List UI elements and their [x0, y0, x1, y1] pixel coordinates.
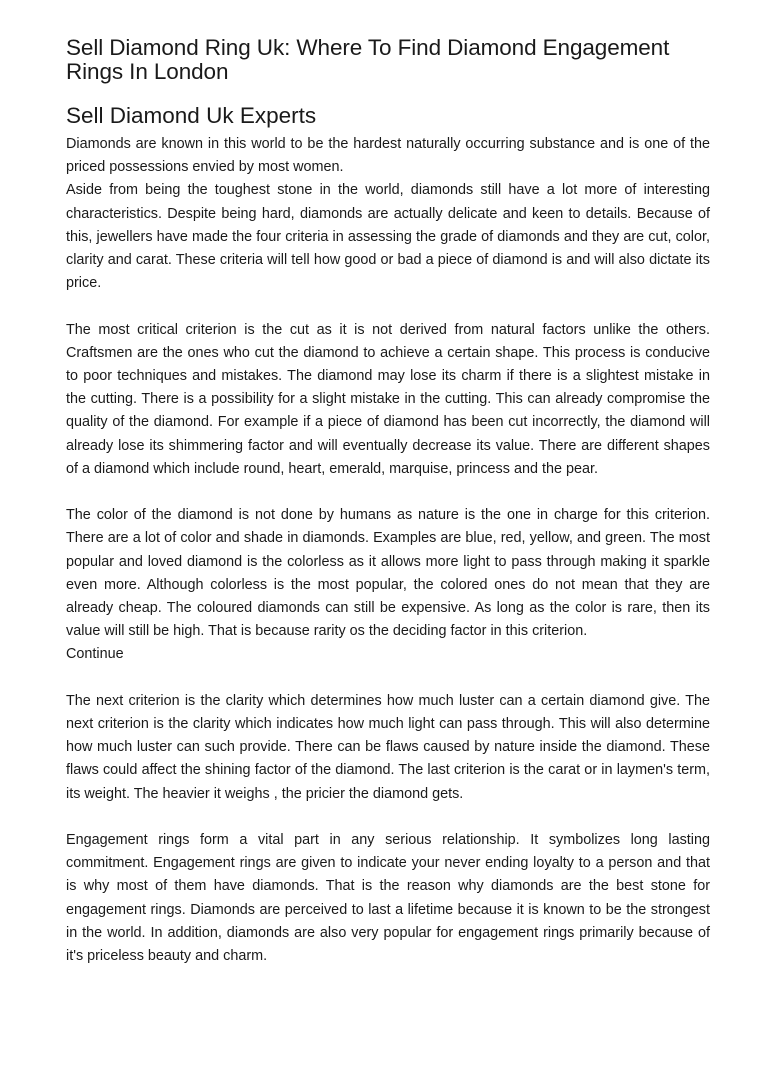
section-heading: Sell Diamond Uk Experts: [66, 103, 317, 128]
continue-text: Continue: [66, 646, 124, 663]
document-page: [66, 36, 710, 968]
document-body: [66, 133, 710, 968]
paragraph-spacer: [66, 806, 710, 829]
paragraph-spacer: [66, 295, 710, 318]
paragraph-color: The color of the diamond is not done by humans as nature is the one in charge for this criterion. There are a lot of color and shade in diamonds. Examples are blue, red, yellow, and green. The most popular and loved diamond is the colorless as it allows more light to pass through making it sparkle even more. Although colorless is the most popular, the colored ones do not mean that they are already cheap. The coloured diamonds can still be expensive. As long as the color is rare, then its value will still be high. That is because rarity os the deciding factor in this criterion.: [66, 507, 710, 640]
paragraph-cut: The most critical criterion is the cut as it is not derived from natural factors unlike the others. Craftsmen are the ones who cut the diamond to achieve a certain shape. This process is conducive to poor techniques and mistakes. The diamond may lose its charm if there is a slightest mistake in the cutting. There is a possibility for a slight mistake in the cutting. This can already compromise the quality of the diamond. For example if a piece of diamond has been cut incorrectly, the diamond will already lose its shimmering factor and will eventually decrease its value. There are different shapes of a diamond which include round, heart, emerald, marquise, princess and the pear.: [66, 321, 710, 477]
paragraph-spacer: [66, 481, 710, 504]
paragraph-criteria: Aside from being the toughest stone in the world, diamonds still have a lot more of interesting characteristics. Despite being hard, diamonds are actually delicate and keen to details. Because of this, jewellers have made the four criteria in assessing the grade of diamonds and they are cut, color, clarity and carat. These criteria will tell how good or bad a piece of diamond is and will also dictate its price.: [66, 182, 710, 292]
paragraph-engagement: Engagement rings form a vital part in any serious relationship. It symbolizes long lasting commitment. Engagement rings are given to indicate your never ending loyalty to a person and that is why most of them have diamonds. That is the reason why diamonds are the best stone for engagement rings. Diamonds are perceived to last a lifetime because it is known to be the strongest in the world. In addition, diamonds are also very popular for engagement rings primarily because of it's priceless beauty and charm.: [66, 832, 710, 965]
paragraph-intro: Diamonds are known in this world to be the hardest naturally occurring substance and is one of the priced possessions envied by most women.: [66, 136, 710, 176]
document-title: Sell Diamond Ring Uk: Where To Find Diamond Engagement Rings In London: [66, 35, 670, 84]
paragraph-spacer: [66, 667, 710, 690]
paragraph-clarity: The next criterion is the clarity which determines how much luster can a certain diamond give. The next criterion is the clarity which indicates how much light can pass through. This will also determine how much luster can such provide. There can be flaws caused by nature inside the diamond. These flaws could affect the shining factor of the diamond. The last criterion is the carat or in laymen's term, its weight. The heavier it weighs , the pricier the diamond gets.: [66, 692, 710, 802]
